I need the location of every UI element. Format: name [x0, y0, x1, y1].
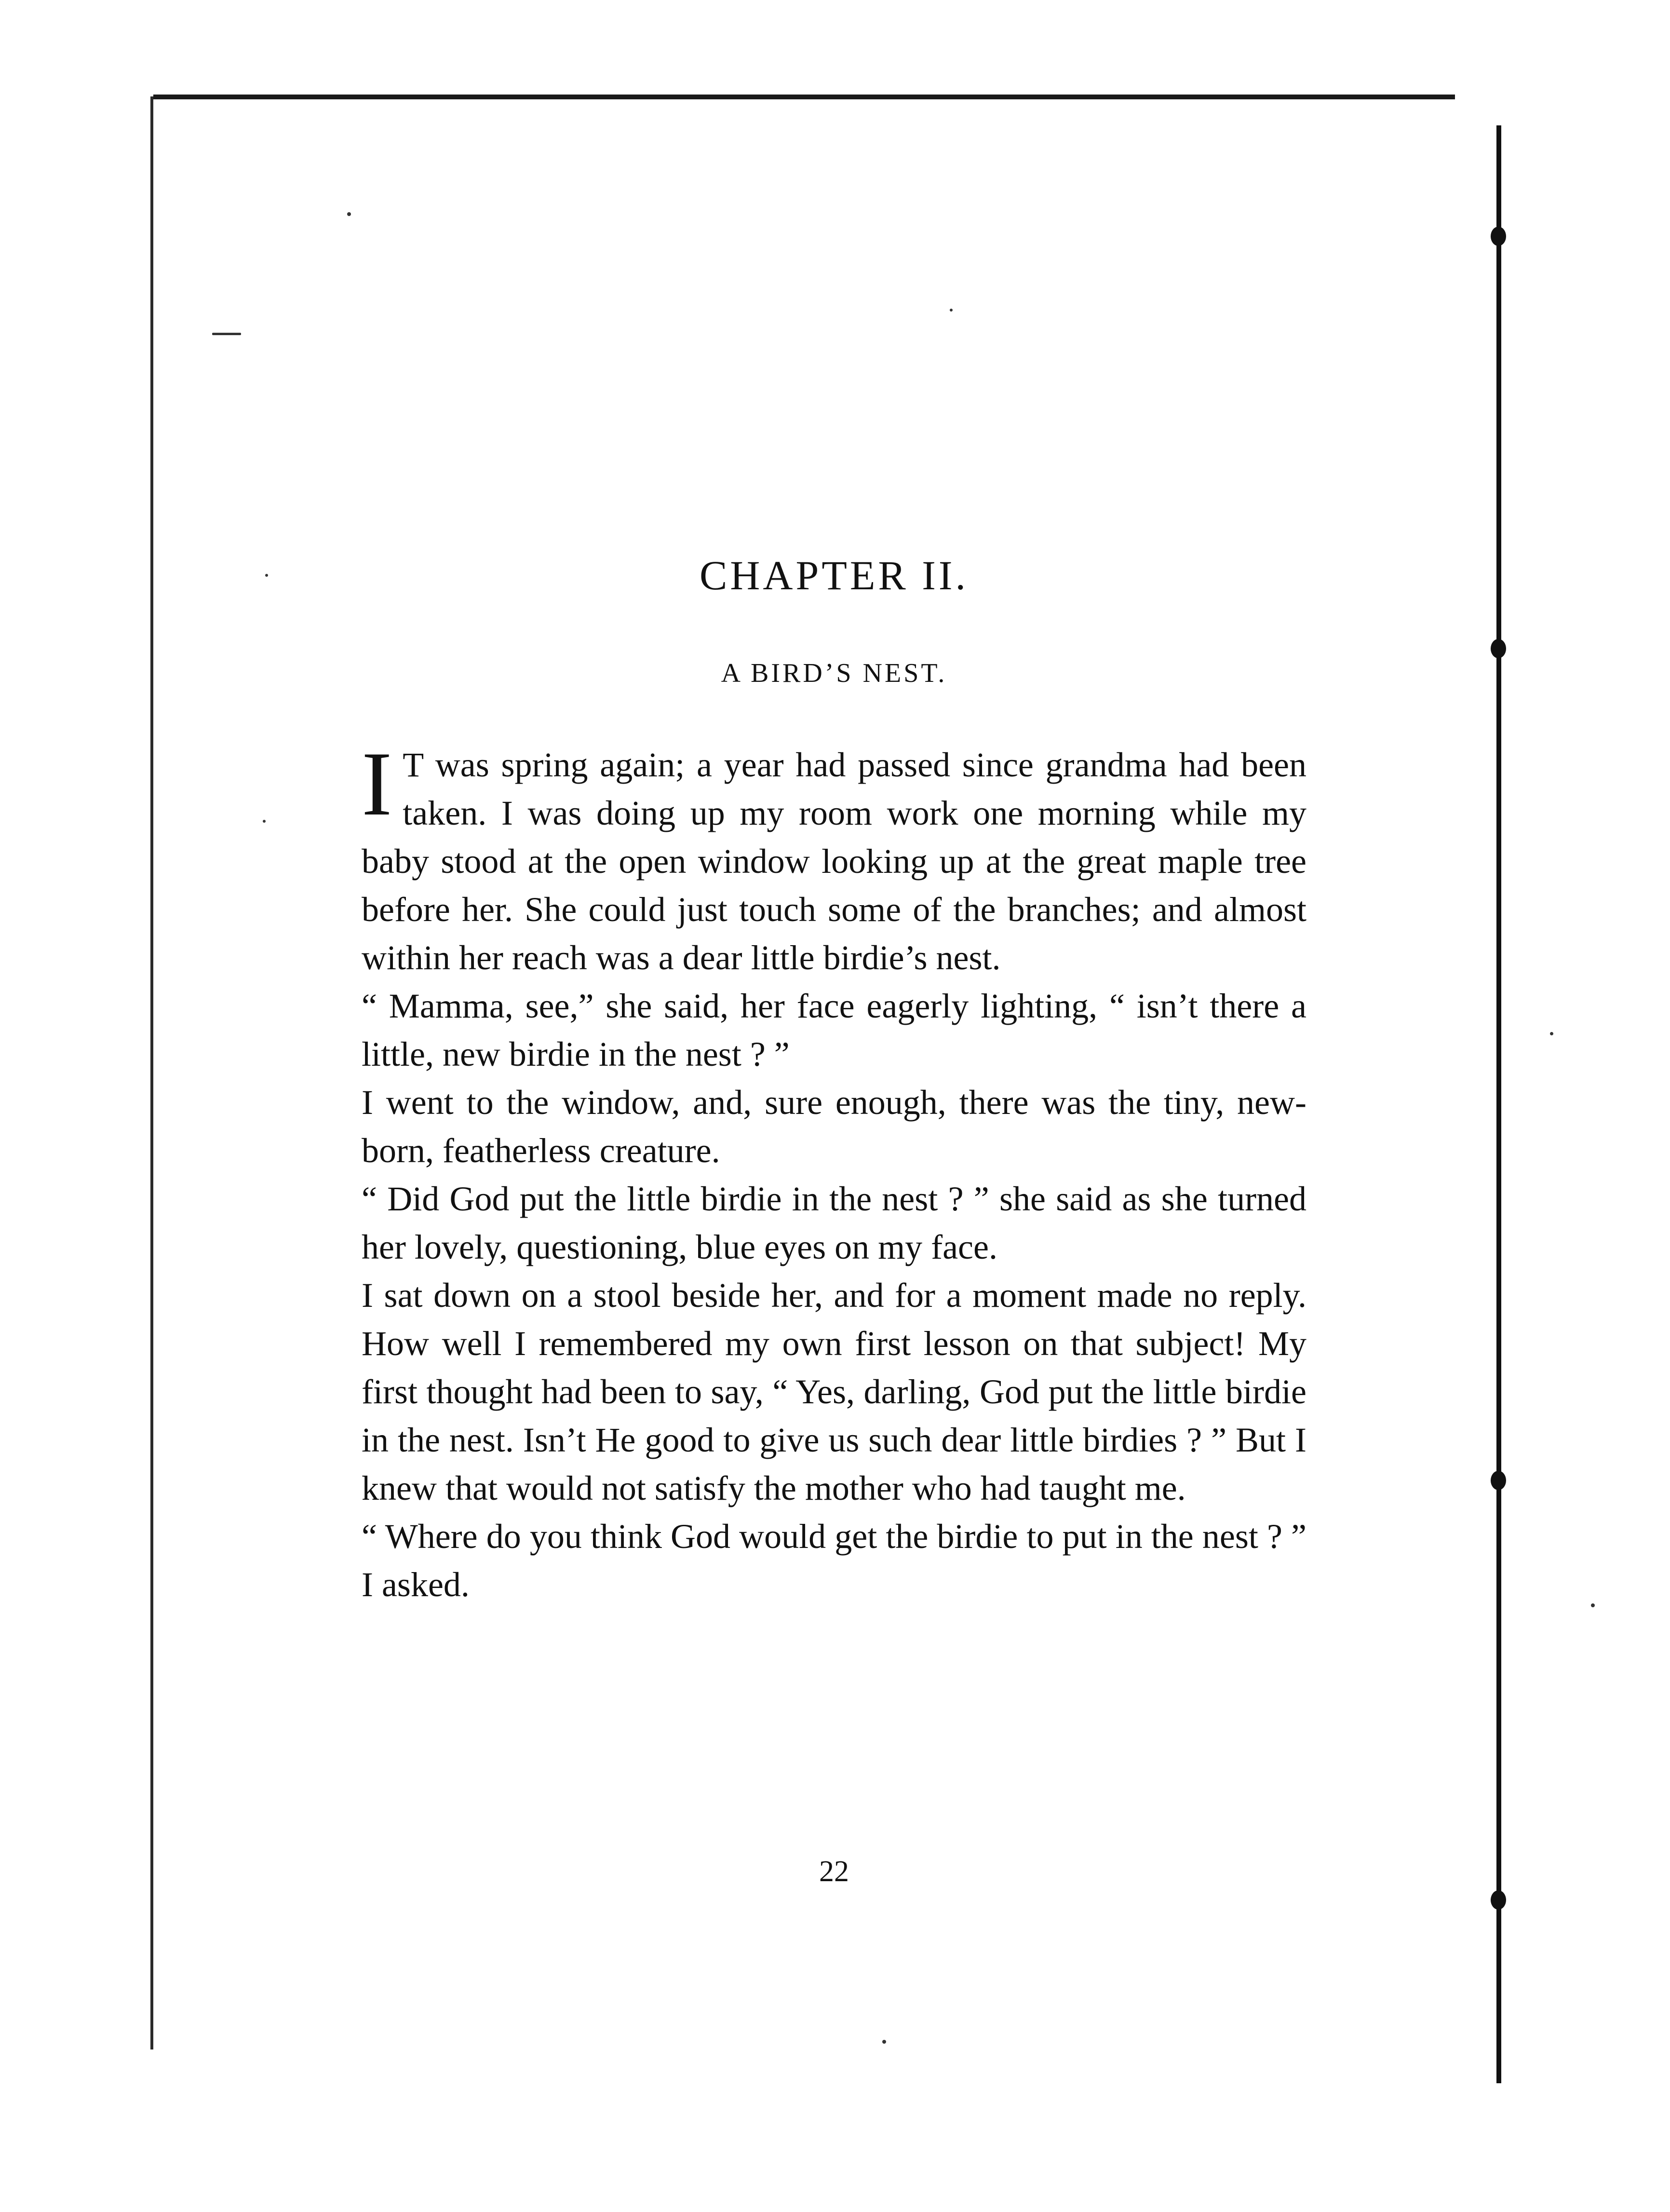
paragraph [362, 1175, 1306, 1271]
scan-speck [265, 574, 268, 577]
chapter-subtitle: A BIRD’S NEST. [721, 658, 947, 688]
paragraph [362, 1078, 1306, 1175]
scan-speck [882, 2040, 886, 2044]
page-number: 22 [819, 1855, 849, 1888]
scan-speck [1591, 1603, 1595, 1607]
chapter-heading: CHAPTER II. [699, 552, 969, 598]
page-frame-right-border [1496, 125, 1501, 2083]
paragraph-text: T was spring again; a year had passed since grandma had been taken. I was doing up my room work one morning while my baby stood at the open window looking up at the great maple tree before her. She could just touch some of the branches; and almost within her reach was a dear little birdie’s nest. [362, 746, 1306, 977]
scan-speck [1550, 1032, 1553, 1035]
frame-knob-mark [1491, 1890, 1506, 1910]
frame-knob-mark [1491, 1471, 1506, 1490]
frame-knob-mark [1491, 639, 1506, 658]
paragraph [362, 1512, 1306, 1609]
scan-speck [212, 333, 241, 335]
paragraph-text: “ Mamma, see,” she said, her face eagerly lighting, “ isn’t there a little, new birdie in the nest ? ” [362, 987, 1306, 1073]
scan-speck [263, 820, 266, 823]
paragraph [362, 1271, 1306, 1512]
chapter-body [362, 733, 1306, 1609]
scan-speck [950, 309, 953, 312]
paragraph-text: “ Did God put the little birdie in the nest ? ” she said as she turned her lovely, questioning, blue eyes on my face. [362, 1180, 1306, 1266]
page-frame-left-border [150, 96, 153, 2049]
scan-speck [347, 212, 351, 216]
frame-knob-mark [1491, 227, 1506, 246]
paragraph-text: I sat down on a stool beside her, and for a moment made no reply. How well I remembered my own first lesson on that subject! My first thought had been to say, “ Yes, darling, God put the little birdie in the nest. Isn’t He good to give us such dear little birdies ? ” But I knew that would not satisfy the mother who had taught me. [362, 1276, 1306, 1507]
paragraph [362, 733, 1306, 982]
page-frame-top-border [153, 95, 1455, 99]
paragraph-text: I went to the window, and, sure enough, there was the tiny, new-born, featherless creature. [362, 1083, 1306, 1170]
paragraph-text: “ Where do you think God would get the birdie to put in the nest ? ” I asked. [362, 1517, 1306, 1604]
paragraph [362, 982, 1306, 1078]
drop-cap: I [362, 733, 392, 835]
